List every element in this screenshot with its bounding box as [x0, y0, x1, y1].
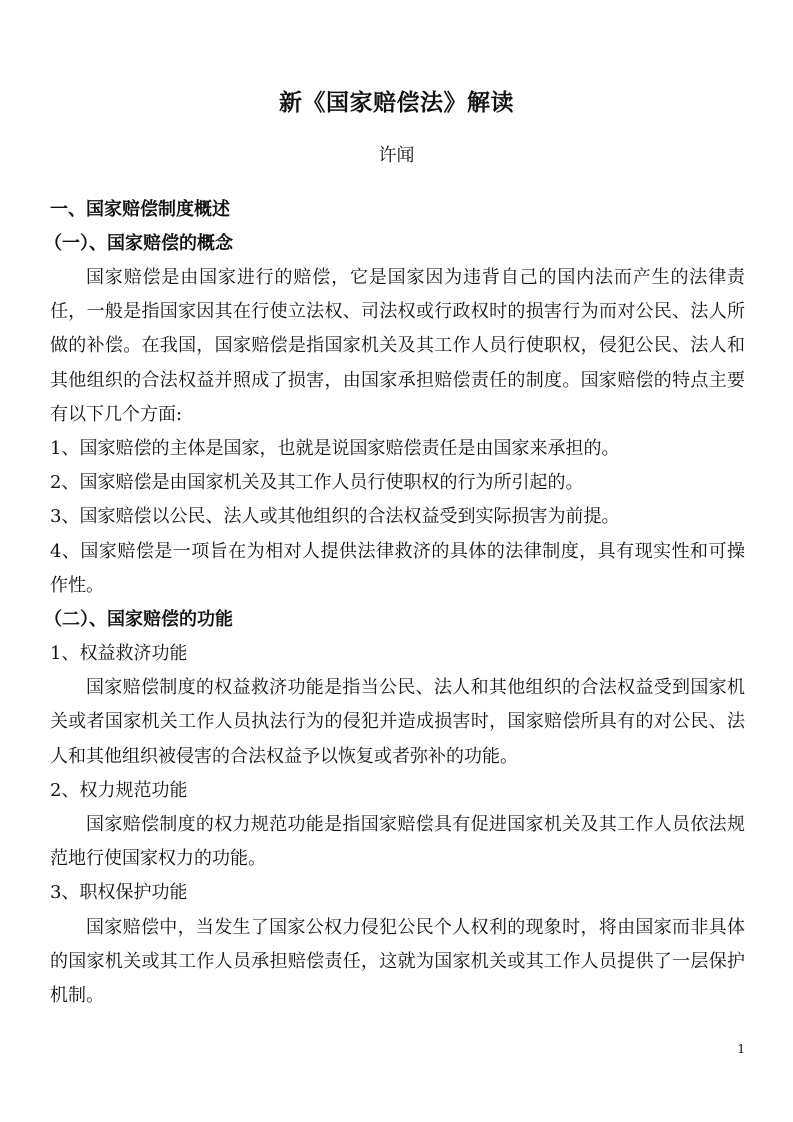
function-heading-1: 1、权益救济功能 — [50, 643, 188, 665]
subsection-heading-function: （二）、国家赔偿的功能 — [44, 609, 233, 631]
function-heading-3: 3、职权保护功能 — [50, 882, 188, 904]
section-heading-1: 一、国家赔偿制度概述 — [50, 199, 230, 220]
function-heading-2: 2、权力规范功能 — [50, 779, 188, 801]
feature-item-1: 1、国家赔偿的主体是国家，也就是说国家赔偿责任是由国家来承担的。 — [50, 438, 620, 460]
concept-paragraph: 国家赔偿是由国家进行的赔偿，它是国家因为违背自己的国内法而产生的法律责任，一般是指国家因其在行使立法权、司法权或行政权时的损害行为而对公民、法人所做的补偿。在我国，国家赔偿是指国家机关及其工作人员行使职权，侵犯公民、法人和其他组织的合法权益并照成了损害，由国家承担赔偿责任的制度。国家赔偿的特点主要有以下几个方面: — [50, 267, 745, 425]
feature-item-4: 4、国家赔偿是一项旨在为相对人提供法律救济的具体的法律制度，具有现实性和可操作性。 — [50, 540, 745, 596]
feature-item-3: 3、国家赔偿以公民、法人或其他组织的合法权益受到实际损害为前提。 — [50, 506, 620, 528]
document-author: 许闻 — [378, 145, 415, 166]
function-paragraph-2: 国家赔偿制度的权力规范功能是指国家赔偿具有促进国家机关及其工作人员依法规范地行使国家权力的功能。 — [50, 814, 745, 870]
subsection-heading-concept: （一）、国家赔偿的概念 — [44, 233, 233, 254]
feature-item-2: 2、国家赔偿是由国家机关及其工作人员行使职权的行为所引起的。 — [50, 472, 584, 494]
function-paragraph-1: 国家赔偿制度的权益救济功能是指当公民、法人和其他组织的合法权益受到国家机关或者国家机关工作人员执法行为的侵犯并造成损害时，国家赔偿所具有的对公民、法人和其他组织被侵害的合法权益予以恢复或者弥补的功能。 — [50, 677, 745, 767]
document-body — [44, 193, 745, 1013]
page-number: 1 — [737, 1042, 745, 1056]
document-title: 新《国家赔偿法》解读 — [279, 89, 514, 116]
function-paragraph-3: 国家赔偿中，当发生了国家公权力侵犯公民个人权利的现象时，将由国家而非具体的国家机关或其工作人员承担赔偿责任，这就为国家机关或其工作人员提供了一层保护机制。 — [50, 916, 745, 1007]
